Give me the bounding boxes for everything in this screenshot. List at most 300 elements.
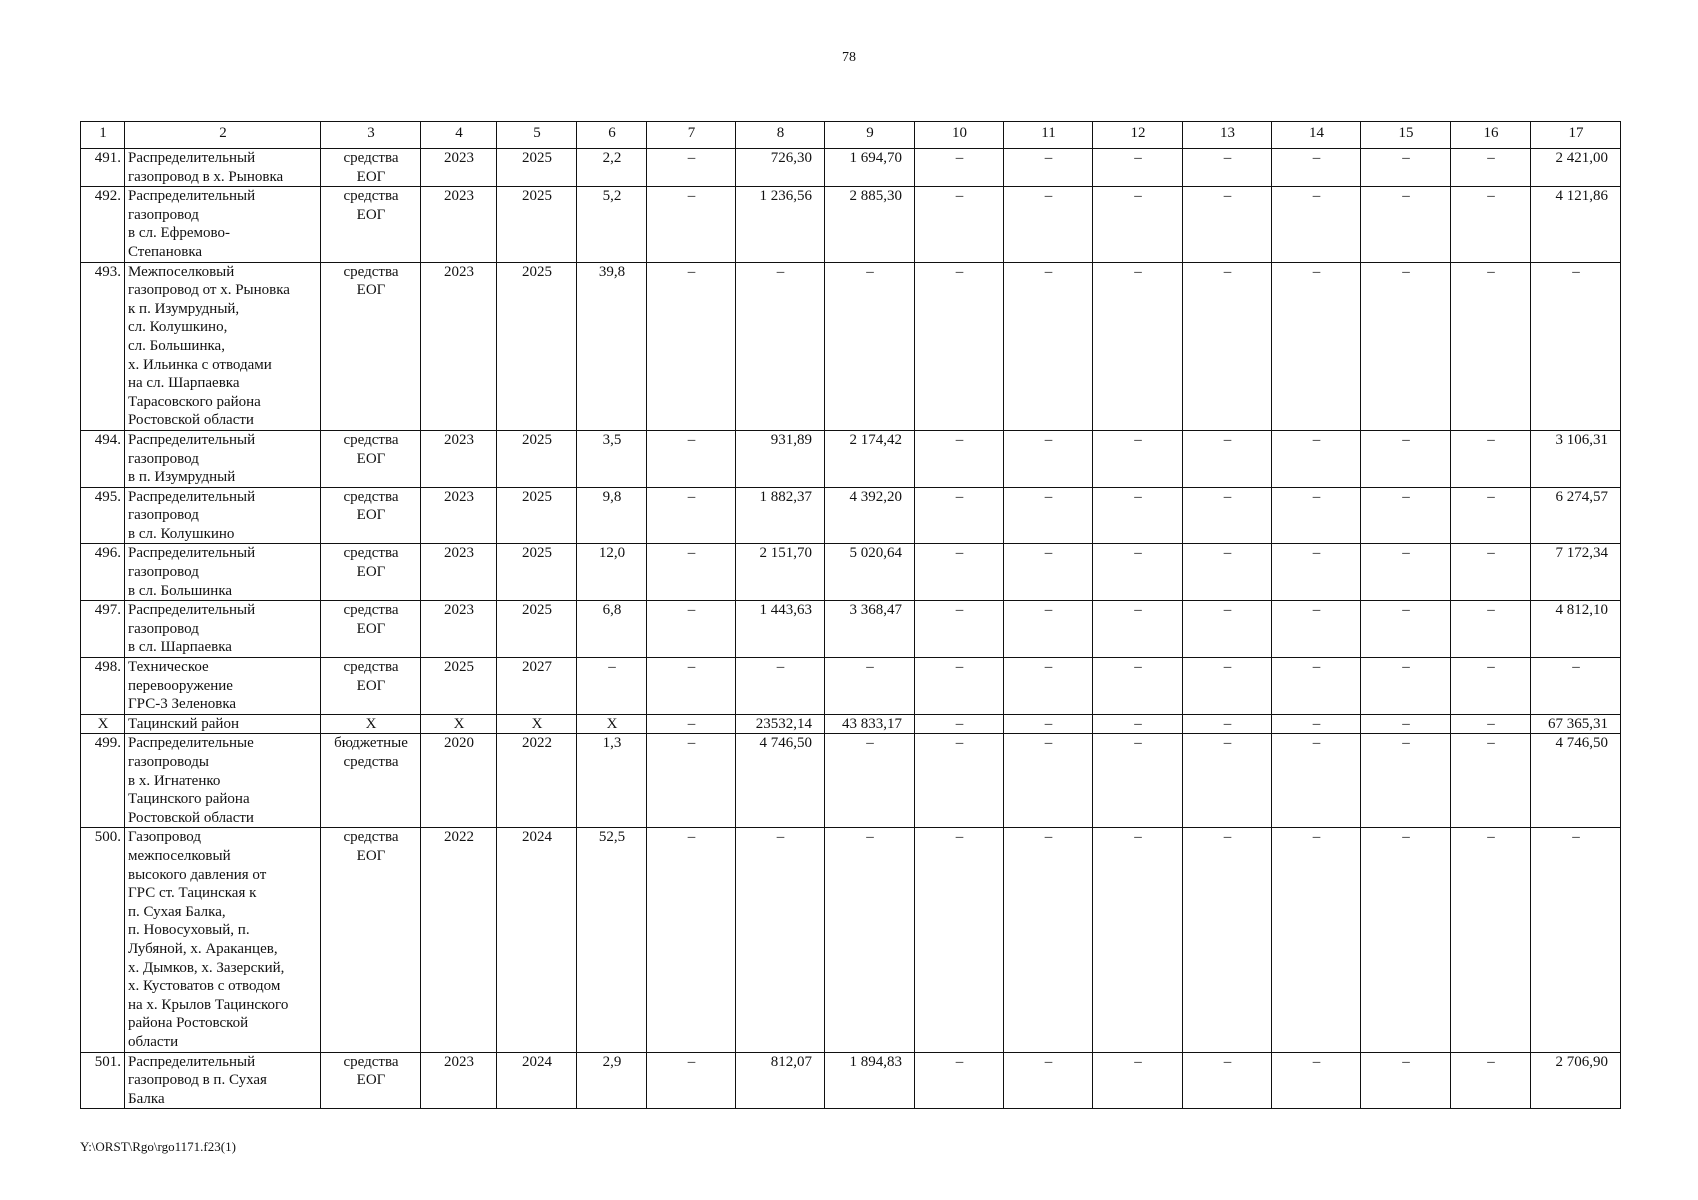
column-17-cell: 2 421,00: [1531, 149, 1621, 187]
object-name-line: Степановка: [128, 243, 203, 260]
column-12-cell: –: [1093, 430, 1183, 487]
column-15-cell: –: [1361, 1052, 1451, 1109]
column-14-cell: –: [1272, 262, 1361, 430]
column-8-cell: 4 746,50: [736, 734, 825, 828]
column-11-cell: –: [1004, 262, 1093, 430]
object-name-cell: [125, 430, 321, 487]
column-11-cell: –: [1004, 828, 1093, 1052]
column-4-cell: 2023: [421, 544, 497, 601]
funding-source-line: средства: [343, 488, 399, 505]
column-4-cell: 2022: [421, 828, 497, 1052]
column-15-cell: –: [1361, 262, 1451, 430]
column-14-cell: –: [1272, 544, 1361, 601]
funding-source-line: ЕОГ: [356, 507, 386, 524]
funding-source-line: бюджетные: [334, 735, 408, 752]
object-name-line: Распределительный: [128, 431, 256, 448]
column-9-cell: 43 833,17: [825, 714, 915, 734]
object-name-line: Межпоселковый: [128, 263, 235, 280]
object-name-cell: [125, 658, 321, 715]
column-5-cell: 2022: [497, 734, 577, 828]
column-10-cell: –: [915, 487, 1004, 544]
column-6-cell: 1,3: [577, 734, 647, 828]
column-header: 2: [125, 122, 321, 149]
object-name-line: х. Кустоватов с отводом: [128, 978, 281, 995]
object-name-line: газопровод от х. Рыновка: [128, 282, 290, 299]
table-row: [81, 262, 1621, 430]
object-name-line: Ростовской области: [128, 412, 254, 429]
funding-source-cell: [321, 149, 421, 187]
column-13-cell: –: [1183, 262, 1272, 430]
column-16-cell: –: [1451, 828, 1531, 1052]
column-13-cell: –: [1183, 714, 1272, 734]
column-4-cell: 2023: [421, 149, 497, 187]
column-header: 5: [497, 122, 577, 149]
column-10-cell: –: [915, 1052, 1004, 1109]
object-name-line: в п. Изумрудный: [128, 469, 236, 486]
funding-source-cell: [321, 734, 421, 828]
column-7-cell: –: [647, 601, 736, 658]
column-9-cell: 5 020,64: [825, 544, 915, 601]
row-number-cell: 495.: [81, 487, 125, 544]
object-name-line: Распределительный: [128, 545, 256, 562]
row-number-cell: 491.: [81, 149, 125, 187]
row-number-cell: 494.: [81, 430, 125, 487]
column-15-cell: –: [1361, 487, 1451, 544]
object-name-line: п. Новосуховый, п.: [128, 922, 250, 939]
column-16-cell: –: [1451, 187, 1531, 262]
funding-source-line: ЕОГ: [356, 847, 386, 864]
column-6-cell: 5,2: [577, 187, 647, 262]
row-number-cell: 499.: [81, 734, 125, 828]
column-7-cell: –: [647, 828, 736, 1052]
table-row: [81, 714, 1621, 734]
column-15-cell: –: [1361, 544, 1451, 601]
row-number-cell: 500.: [81, 828, 125, 1052]
column-8-cell: 2 151,70: [736, 544, 825, 601]
column-header: 9: [825, 122, 915, 149]
column-7-cell: –: [647, 658, 736, 715]
column-5-cell: 2025: [497, 149, 577, 187]
row-number-cell: 498.: [81, 658, 125, 715]
column-17-cell: 67 365,31: [1531, 714, 1621, 734]
column-16-cell: –: [1451, 658, 1531, 715]
column-8-cell: 1 882,37: [736, 487, 825, 544]
table-row: [81, 187, 1621, 262]
row-number-cell: 501.: [81, 1052, 125, 1109]
table-row: [81, 601, 1621, 658]
column-6-cell: 2,9: [577, 1052, 647, 1109]
column-header: 15: [1361, 122, 1451, 149]
column-9-cell: –: [825, 828, 915, 1052]
data-table: [80, 121, 1621, 1109]
column-13-cell: –: [1183, 601, 1272, 658]
funding-source-line: ЕОГ: [356, 1072, 386, 1089]
column-5-cell: 2025: [497, 430, 577, 487]
column-15-cell: –: [1361, 714, 1451, 734]
column-13-cell: –: [1183, 487, 1272, 544]
funding-source-cell: [321, 187, 421, 262]
object-name-line: Ростовской области: [128, 809, 254, 826]
column-8-cell: 23532,14: [736, 714, 825, 734]
column-6-cell: 3,5: [577, 430, 647, 487]
funding-source-cell: [321, 828, 421, 1052]
table-row: [81, 828, 1621, 1052]
object-name-line: газопровод: [128, 507, 199, 524]
object-name-line: Распределительный: [128, 1053, 256, 1070]
funding-source-line: средства: [343, 1053, 399, 1070]
object-name-line: Тацинский район: [128, 715, 239, 732]
column-11-cell: –: [1004, 187, 1093, 262]
funding-source-cell: [321, 658, 421, 715]
column-16-cell: –: [1451, 262, 1531, 430]
column-17-cell: –: [1531, 828, 1621, 1052]
column-14-cell: –: [1272, 187, 1361, 262]
column-16-cell: –: [1451, 430, 1531, 487]
column-6-cell: 12,0: [577, 544, 647, 601]
column-10-cell: –: [915, 658, 1004, 715]
column-8-cell: 1 236,56: [736, 187, 825, 262]
column-7-cell: –: [647, 1052, 736, 1109]
object-name-line: Балка: [128, 1090, 165, 1107]
column-17-cell: 4 121,86: [1531, 187, 1621, 262]
column-7-cell: –: [647, 149, 736, 187]
column-5-cell: Х: [497, 714, 577, 734]
column-5-cell: 2025: [497, 487, 577, 544]
column-header: 17: [1531, 122, 1621, 149]
column-17-cell: 7 172,34: [1531, 544, 1621, 601]
column-9-cell: 1 894,83: [825, 1052, 915, 1109]
column-8-cell: 812,07: [736, 1052, 825, 1109]
column-14-cell: –: [1272, 149, 1361, 187]
column-7-cell: –: [647, 714, 736, 734]
column-4-cell: 2023: [421, 430, 497, 487]
funding-source-cell: [321, 544, 421, 601]
column-header: 14: [1272, 122, 1361, 149]
column-9-cell: –: [825, 658, 915, 715]
object-name-line: в сл. Колушкино: [128, 525, 235, 542]
object-name-line: газопровод: [128, 620, 199, 637]
object-name-line: х. Дымков, х. Зазерский,: [128, 959, 285, 976]
column-14-cell: –: [1272, 828, 1361, 1052]
column-header: 16: [1451, 122, 1531, 149]
column-13-cell: –: [1183, 734, 1272, 828]
column-12-cell: –: [1093, 1052, 1183, 1109]
column-12-cell: –: [1093, 734, 1183, 828]
object-name-cell: [125, 149, 321, 187]
object-name-line: перевооружение: [128, 677, 233, 694]
column-13-cell: –: [1183, 430, 1272, 487]
funding-source-line: средства: [343, 188, 399, 205]
column-12-cell: –: [1093, 149, 1183, 187]
object-name-line: к п. Изумрудный,: [128, 300, 240, 317]
object-name-line: межпоселковый: [128, 847, 231, 864]
column-header: 6: [577, 122, 647, 149]
column-4-cell: 2025: [421, 658, 497, 715]
column-16-cell: –: [1451, 544, 1531, 601]
object-name-cell: [125, 187, 321, 262]
object-name-line: сл. Колушкино,: [128, 319, 228, 336]
object-name-line: газопровод: [128, 450, 199, 467]
column-12-cell: –: [1093, 601, 1183, 658]
funding-source-cell: [321, 601, 421, 658]
row-number-cell: 496.: [81, 544, 125, 601]
funding-source-line: ЕОГ: [356, 564, 386, 581]
object-name-line: газопровод: [128, 206, 199, 223]
column-8-cell: 1 443,63: [736, 601, 825, 658]
funding-source-line: средства: [343, 150, 399, 166]
column-10-cell: –: [915, 544, 1004, 601]
object-name-line: Распределительный: [128, 602, 256, 619]
object-name-line: ГРС-3 Зеленовка: [128, 696, 237, 713]
column-10-cell: –: [915, 601, 1004, 658]
funding-source-cell: [321, 1052, 421, 1109]
table-row: [81, 734, 1621, 828]
column-8-cell: –: [736, 262, 825, 430]
column-7-cell: –: [647, 187, 736, 262]
column-15-cell: –: [1361, 149, 1451, 187]
column-6-cell: 6,8: [577, 601, 647, 658]
column-4-cell: Х: [421, 714, 497, 734]
object-name-cell: [125, 1052, 321, 1109]
column-9-cell: 1 694,70: [825, 149, 915, 187]
funding-source-cell: [321, 430, 421, 487]
column-17-cell: 4 812,10: [1531, 601, 1621, 658]
object-name-cell: [125, 262, 321, 430]
funding-source-cell: [321, 487, 421, 544]
funding-source-line: средства: [343, 602, 399, 619]
column-5-cell: 2025: [497, 187, 577, 262]
column-9-cell: 4 392,20: [825, 487, 915, 544]
column-4-cell: 2023: [421, 262, 497, 430]
column-10-cell: –: [915, 828, 1004, 1052]
column-10-cell: –: [915, 262, 1004, 430]
column-6-cell: 9,8: [577, 487, 647, 544]
column-10-cell: –: [915, 149, 1004, 187]
column-16-cell: –: [1451, 601, 1531, 658]
table-row: [81, 149, 1621, 187]
funding-source-line: ЕОГ: [356, 450, 386, 467]
object-name-line: Тацинского района: [128, 791, 250, 808]
column-13-cell: –: [1183, 658, 1272, 715]
object-name-cell: [125, 734, 321, 828]
object-name-line: на х. Крылов Тацинского: [128, 996, 289, 1013]
column-12-cell: –: [1093, 714, 1183, 734]
column-13-cell: –: [1183, 149, 1272, 187]
column-11-cell: –: [1004, 1052, 1093, 1109]
column-11-cell: –: [1004, 544, 1093, 601]
column-17-cell: –: [1531, 658, 1621, 715]
column-11-cell: –: [1004, 149, 1093, 187]
object-name-line: высокого давления от: [128, 866, 267, 883]
column-15-cell: –: [1361, 658, 1451, 715]
funding-source-cell: [321, 714, 421, 734]
column-6-cell: –: [577, 658, 647, 715]
funding-source-line: Х: [365, 715, 377, 732]
column-14-cell: –: [1272, 430, 1361, 487]
funding-source-line: ЕОГ: [356, 206, 386, 223]
object-name-line: х. Ильинка с отводами: [128, 356, 272, 373]
column-10-cell: –: [915, 430, 1004, 487]
column-5-cell: 2024: [497, 828, 577, 1052]
object-name-line: газопровод: [128, 564, 199, 581]
column-17-cell: 4 746,50: [1531, 734, 1621, 828]
column-12-cell: –: [1093, 544, 1183, 601]
column-header: 11: [1004, 122, 1093, 149]
object-name-line: Газопровод: [128, 829, 202, 846]
column-7-cell: –: [647, 734, 736, 828]
column-17-cell: 2 706,90: [1531, 1052, 1621, 1109]
object-name-line: Распределительный: [128, 150, 256, 166]
table-row: [81, 658, 1621, 715]
column-16-cell: –: [1451, 487, 1531, 544]
funding-source-line: средства: [343, 829, 399, 846]
funding-source-line: средства: [343, 659, 399, 676]
page-number: 78: [842, 50, 856, 65]
column-12-cell: –: [1093, 828, 1183, 1052]
object-name-line: газопроводы: [128, 754, 209, 770]
column-17-cell: 3 106,31: [1531, 430, 1621, 487]
column-5-cell: 2025: [497, 262, 577, 430]
column-header: 1: [81, 122, 125, 149]
table-header-row: [81, 122, 1621, 149]
column-11-cell: –: [1004, 487, 1093, 544]
table-body: [81, 149, 1621, 1109]
object-name-line: района Ростовской: [128, 1015, 249, 1032]
column-4-cell: 2023: [421, 487, 497, 544]
column-6-cell: 39,8: [577, 262, 647, 430]
column-7-cell: –: [647, 430, 736, 487]
column-6-cell: 2,2: [577, 149, 647, 187]
object-name-line: Лубяной, х. Араканцев,: [128, 940, 278, 957]
funding-source-line: ЕОГ: [356, 677, 386, 694]
column-16-cell: –: [1451, 1052, 1531, 1109]
object-name-line: на сл. Шарпаевка: [128, 375, 240, 392]
column-9-cell: 3 368,47: [825, 601, 915, 658]
table-container: [80, 121, 1620, 1109]
table-row: [81, 1052, 1621, 1109]
funding-source-line: ЕОГ: [356, 620, 386, 637]
object-name-line: в сл. Шарпаевка: [128, 639, 232, 656]
object-name-cell: [125, 544, 321, 601]
funding-source-line: средства: [343, 754, 399, 770]
column-16-cell: –: [1451, 714, 1531, 734]
column-header: 7: [647, 122, 736, 149]
object-name-line: газопровод в х. Рыновка: [128, 168, 284, 185]
object-name-line: Тарасовского района: [128, 393, 261, 410]
column-header: 12: [1093, 122, 1183, 149]
column-14-cell: –: [1272, 658, 1361, 715]
object-name-line: ГРС ст. Тацинская к: [128, 885, 257, 902]
funding-source-line: ЕОГ: [356, 168, 386, 185]
column-10-cell: –: [915, 734, 1004, 828]
column-14-cell: –: [1272, 714, 1361, 734]
column-17-cell: –: [1531, 262, 1621, 430]
object-name-line: газопровод в п. Сухая: [128, 1072, 267, 1089]
column-15-cell: –: [1361, 734, 1451, 828]
object-name-line: Распределительные: [128, 735, 254, 752]
column-11-cell: –: [1004, 658, 1093, 715]
column-12-cell: –: [1093, 658, 1183, 715]
column-10-cell: –: [915, 187, 1004, 262]
column-header: 13: [1183, 122, 1272, 149]
column-header: 8: [736, 122, 825, 149]
column-11-cell: –: [1004, 734, 1093, 828]
column-15-cell: –: [1361, 828, 1451, 1052]
column-8-cell: –: [736, 828, 825, 1052]
table-row: [81, 430, 1621, 487]
column-13-cell: –: [1183, 187, 1272, 262]
object-name-line: Техническое: [128, 659, 209, 676]
column-8-cell: 726,30: [736, 149, 825, 187]
column-9-cell: 2 885,30: [825, 187, 915, 262]
row-number-cell: 497.: [81, 601, 125, 658]
column-11-cell: –: [1004, 714, 1093, 734]
column-14-cell: –: [1272, 601, 1361, 658]
column-6-cell: 52,5: [577, 828, 647, 1052]
column-13-cell: –: [1183, 1052, 1272, 1109]
column-5-cell: 2027: [497, 658, 577, 715]
object-name-cell: [125, 487, 321, 544]
funding-source-line: средства: [343, 545, 399, 562]
column-8-cell: 931,89: [736, 430, 825, 487]
column-12-cell: –: [1093, 262, 1183, 430]
column-11-cell: –: [1004, 601, 1093, 658]
file-path-footer: Y:\ORST\Rgo\rgo1171.f23(1): [80, 1139, 236, 1154]
column-7-cell: –: [647, 262, 736, 430]
funding-source-line: средства: [343, 431, 399, 448]
column-8-cell: –: [736, 658, 825, 715]
column-14-cell: –: [1272, 734, 1361, 828]
row-number-cell: Х: [81, 714, 125, 734]
object-name-cell: [125, 828, 321, 1052]
table-row: [81, 544, 1621, 601]
table-row: [81, 487, 1621, 544]
object-name-line: Распределительный: [128, 188, 256, 205]
column-4-cell: 2023: [421, 1052, 497, 1109]
column-16-cell: –: [1451, 149, 1531, 187]
column-4-cell: 2023: [421, 601, 497, 658]
column-14-cell: –: [1272, 1052, 1361, 1109]
column-header: 3: [321, 122, 421, 149]
column-5-cell: 2025: [497, 601, 577, 658]
object-name-line: п. Сухая Балка,: [128, 903, 226, 920]
object-name-line: в сл. Большинка: [128, 582, 233, 599]
column-7-cell: –: [647, 544, 736, 601]
column-header: 10: [915, 122, 1004, 149]
funding-source-line: ЕОГ: [356, 282, 386, 299]
column-15-cell: –: [1361, 430, 1451, 487]
column-15-cell: –: [1361, 601, 1451, 658]
column-14-cell: –: [1272, 487, 1361, 544]
column-7-cell: –: [647, 487, 736, 544]
funding-source-cell: [321, 262, 421, 430]
object-name-cell: [125, 601, 321, 658]
column-9-cell: 2 174,42: [825, 430, 915, 487]
column-11-cell: –: [1004, 430, 1093, 487]
column-12-cell: –: [1093, 187, 1183, 262]
object-name-cell: [125, 714, 321, 734]
object-name-line: в сл. Ефремово-: [128, 225, 230, 242]
column-15-cell: –: [1361, 187, 1451, 262]
column-12-cell: –: [1093, 487, 1183, 544]
row-number-cell: 492.: [81, 187, 125, 262]
column-9-cell: –: [825, 734, 915, 828]
column-13-cell: –: [1183, 544, 1272, 601]
column-16-cell: –: [1451, 734, 1531, 828]
column-5-cell: 2025: [497, 544, 577, 601]
funding-source-line: средства: [343, 263, 399, 280]
column-9-cell: –: [825, 262, 915, 430]
